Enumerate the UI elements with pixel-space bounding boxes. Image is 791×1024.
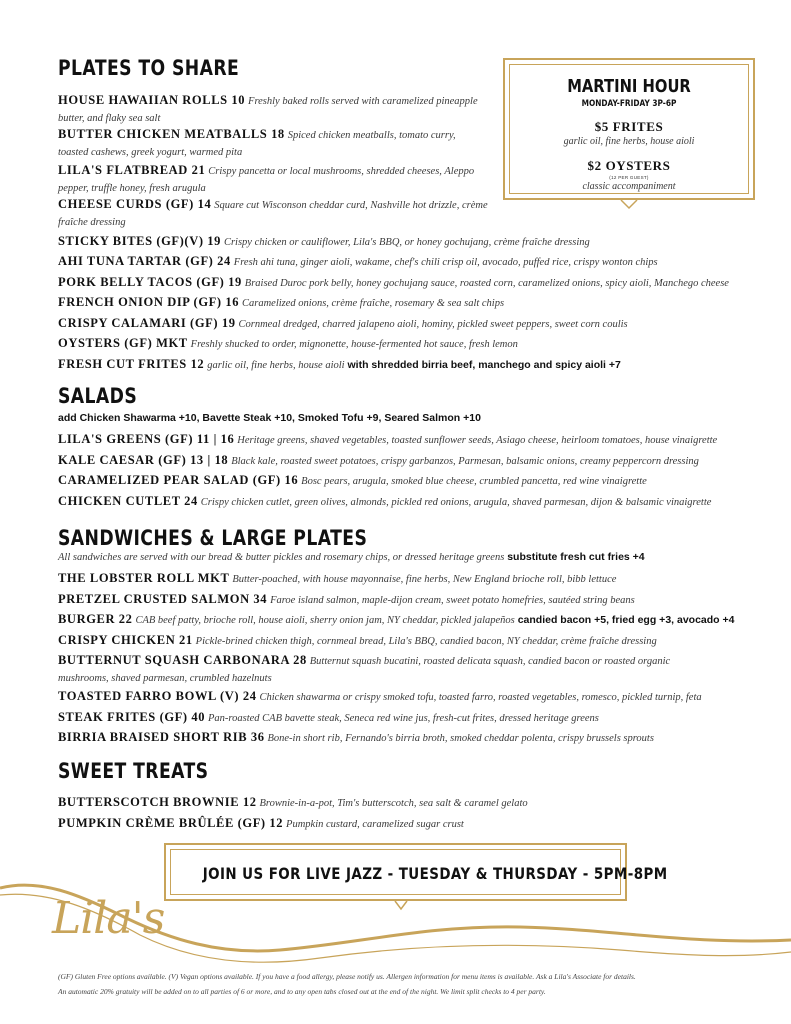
item-name: LILA'S FLATBREAD 21 <box>58 163 206 177</box>
sandwich-note-addon: substitute fresh cut fries +4 <box>507 551 645 563</box>
item-description: Faroe island salmon, maple-dijon cream, sweet potato homefries, sautéed string beans <box>270 595 635 606</box>
menu-item <box>58 274 738 292</box>
menu-item <box>58 356 738 374</box>
section-title-sweets: SWEET TREATS <box>58 759 209 783</box>
item-name: STICKY BITES (GF)(V) 19 <box>58 234 222 248</box>
item-name: CARAMELIZED PEAR SALAD (GF) 16 <box>58 473 299 487</box>
menu-item <box>58 472 738 490</box>
frites-desc: garlic oil, fine herbs, house aioli <box>563 136 695 147</box>
item-name: TOASTED FARRO BOWL (V) 24 <box>58 689 257 703</box>
menu-item <box>58 815 738 833</box>
item-description: Black kale, roasted sweet potatoes, crispy garbanzos, Parmesan, balsamic onions, creamy peppercorn dressing <box>231 456 699 467</box>
menu-item <box>58 92 488 127</box>
item-description: Cornmeal dredged, charred jalapeno aioli, hominy, pickled sweet peppers, sweet corn coulis <box>238 319 628 330</box>
section-title-sandwiches: SANDWICHES & LARGE PLATES <box>58 526 368 550</box>
item-description: Chicken shawarma or crispy smoked tofu, toasted farro, roasted vegetables, romesco, pickled turnip, feta <box>259 692 702 703</box>
menu-item <box>58 294 738 312</box>
item-description: Crispy pancetta or local mushrooms, shredded cheeses, Aleppo pepper, truffle honey, fresh arugula <box>58 166 475 194</box>
item-description: Crispy chicken or cauliflower, Lila's BBQ, or honey gochujang, crème fraîche dressing <box>223 237 590 248</box>
item-description: Bosc pears, arugula, smoked blue cheese, crumbled pancetta, red wine vinaigrette <box>301 476 647 487</box>
item-name: CRISPY CALAMARI (GF) 19 <box>58 316 236 330</box>
item-description: Freshly baked rolls served with caramelized pineapple butter, and flaky sea salt <box>58 96 478 124</box>
item-description: Brownie-in-a-pot, Tim's butterscotch, sea salt & caramel gelato <box>259 798 528 809</box>
live-jazz-banner <box>164 843 668 901</box>
item-description: Bone-in short rib, Fernando's birria broth, smoked cheddar polenta, crispy brussels sprouts <box>267 733 654 744</box>
jazz-text: JOIN US FOR LIVE JAZZ - TUESDAY & THURSDAY - 5PM-8PM <box>202 864 668 883</box>
item-description: CAB beef patty, brioche roll, house aioli, sherry onion jam, NY cheddar, pickled jalapeños <box>135 615 515 626</box>
salad-addons <box>58 410 758 426</box>
item-description: Pickle-brined chicken thigh, cornmeal bread, Lila's BBQ, candied bacon, NY cheddar, crème fraîche dressing <box>195 636 657 647</box>
menu-item <box>58 253 738 271</box>
item-description: Spiced chicken meatballs, tomato curry, toasted cashews, greek yogurt, warmed pita <box>58 130 456 158</box>
item-description: Fresh ahi tuna, ginger aioli, wakame, chef's chili crisp oil, avocado, puffed rice, crispy wonton chips <box>233 257 658 268</box>
lilas-logo: Lila's <box>52 893 165 944</box>
section-title-salads: SALADS <box>58 384 138 408</box>
oysters-note: (12 PER GUEST) <box>609 175 649 180</box>
oysters-price: $2 OYSTERS <box>587 158 671 173</box>
item-name: HOUSE HAWAIIAN ROLLS 10 <box>58 93 246 107</box>
item-name: AHI TUNA TARTAR (GF) 24 <box>58 254 231 268</box>
menu-item <box>58 794 738 812</box>
item-description: Freshly shucked to order, mignonette, house-fermented hot sauce, fresh lemon <box>190 339 518 350</box>
menu-item <box>58 688 738 706</box>
sandwich-note <box>58 549 758 566</box>
menu-item <box>58 196 488 231</box>
item-description: Butter-poached, with house mayonnaise, fine herbs, New England brioche roll, bibb lettuce <box>232 574 617 585</box>
menu-item <box>58 729 738 747</box>
oysters-desc: classic accompaniment <box>582 181 676 192</box>
menu-item <box>58 431 738 449</box>
item-description: Butternut squash bucatini, roasted delicata squash, candied bacon or roasted organic mushrooms, shaved parmesan, crumbled hazelnuts <box>58 656 671 684</box>
item-name: BUTTER CHICKEN MEATBALLS 18 <box>58 127 285 141</box>
martini-title: MARTINI HOUR <box>567 76 691 97</box>
martini-hour-box <box>503 58 755 200</box>
item-name: PORK BELLY TACOS (GF) 19 <box>58 275 242 289</box>
item-name: BURGER 22 <box>58 612 133 626</box>
item-name: CRISPY CHICKEN 21 <box>58 633 193 647</box>
menu-item <box>58 591 738 609</box>
item-name: KALE CAESAR (GF) 13 | 18 <box>58 453 229 467</box>
salad-addons-text: add Chicken Shawarma +10, Bavette Steak +10, Smoked Tofu +9, Seared Salmon +10 <box>58 412 481 424</box>
menu-item <box>58 335 738 353</box>
menu-item <box>58 315 738 333</box>
menu-item <box>58 611 758 629</box>
menu-item <box>58 452 738 470</box>
item-description: Braised Duroc pork belly, honey gochujang sauce, roasted corn, caramelized onions, spicy aioli, Manchego cheese <box>244 278 729 289</box>
menu-item <box>58 126 488 161</box>
item-addon: with shredded birria beef, manchego and spicy aioli +7 <box>347 359 621 371</box>
item-name: CHICKEN CUTLET 24 <box>58 494 198 508</box>
item-description: Heritage greens, shaved vegetables, toasted sunflower seeds, Asiago cheese, heirloom tomatoes, house vinaigrette <box>237 435 718 446</box>
item-name: LILA'S GREENS (GF) 11 | 16 <box>58 432 235 446</box>
item-name: CHEESE CURDS (GF) 14 <box>58 197 212 211</box>
item-description: Caramelized onions, crème fraîche, rosemary & sea salt chips <box>241 298 505 309</box>
item-name: STEAK FRITES (GF) 40 <box>58 710 206 724</box>
item-name: BUTTERSCOTCH BROWNIE 12 <box>58 795 257 809</box>
item-name: THE LOBSTER ROLL MKT <box>58 571 230 585</box>
footer-gratuity-note: An automatic 20% gratuity will be added on to all parties of 6 or more, and to any open tabs closed out at the end of the night. We limit split checks to 4 per party. <box>58 987 546 996</box>
item-description: Pumpkin custard, caramelized sugar crust <box>286 819 464 830</box>
item-name: PUMPKIN CRÈME BRÛLÉE (GF) 12 <box>58 816 284 830</box>
item-description: Pan-roasted CAB bavette steak, Seneca red wine jus, fresh-cut frites, dressed heritage greens <box>208 713 599 724</box>
martini-subtitle: MONDAY-FRIDAY 3P-6P <box>581 99 677 109</box>
section-title-plates: PLATES TO SHARE <box>58 56 240 80</box>
menu-item <box>58 709 738 727</box>
frites-price: $5 FRITES <box>594 119 664 134</box>
menu-item <box>58 233 738 251</box>
footer-allergy-note: (GF) Gluten Free options available. (V) Vegan options available. If you have a food allergy, please notify us. Allergen information for menu items is available. Ask a Lila's Associate for details. <box>58 972 636 981</box>
item-description: Crispy chicken cutlet, green olives, almonds, pickled red onions, arugula, shaved parmesan, dijon & balsamic vinaigrette <box>200 497 712 508</box>
item-description: Square cut Wisconson cheddar curd, Nashville hot drizzle, crème fraîche dressing <box>58 200 488 228</box>
item-description: garlic oil, fine herbs, house aioli <box>207 360 345 371</box>
item-name: FRENCH ONION DIP (GF) 16 <box>58 295 240 309</box>
menu-item <box>58 493 738 511</box>
item-name: OYSTERS (GF) MKT <box>58 336 188 350</box>
item-name: BUTTERNUT SQUASH CARBONARA 28 <box>58 653 307 667</box>
menu-item <box>58 570 738 588</box>
item-addon: candied bacon +5, fried egg +3, avocado +4 <box>517 614 735 626</box>
menu-item <box>58 162 488 197</box>
item-name: PRETZEL CRUSTED SALMON 34 <box>58 592 268 606</box>
menu-item <box>58 652 698 687</box>
menu-item <box>58 632 738 650</box>
item-name: BIRRIA BRAISED SHORT RIB 36 <box>58 730 265 744</box>
sandwich-note-text: All sandwiches are served with our bread & butter pickles and rosemary chips, or dressed heritage greens <box>58 552 505 563</box>
item-name: FRESH CUT FRITES 12 <box>58 357 205 371</box>
